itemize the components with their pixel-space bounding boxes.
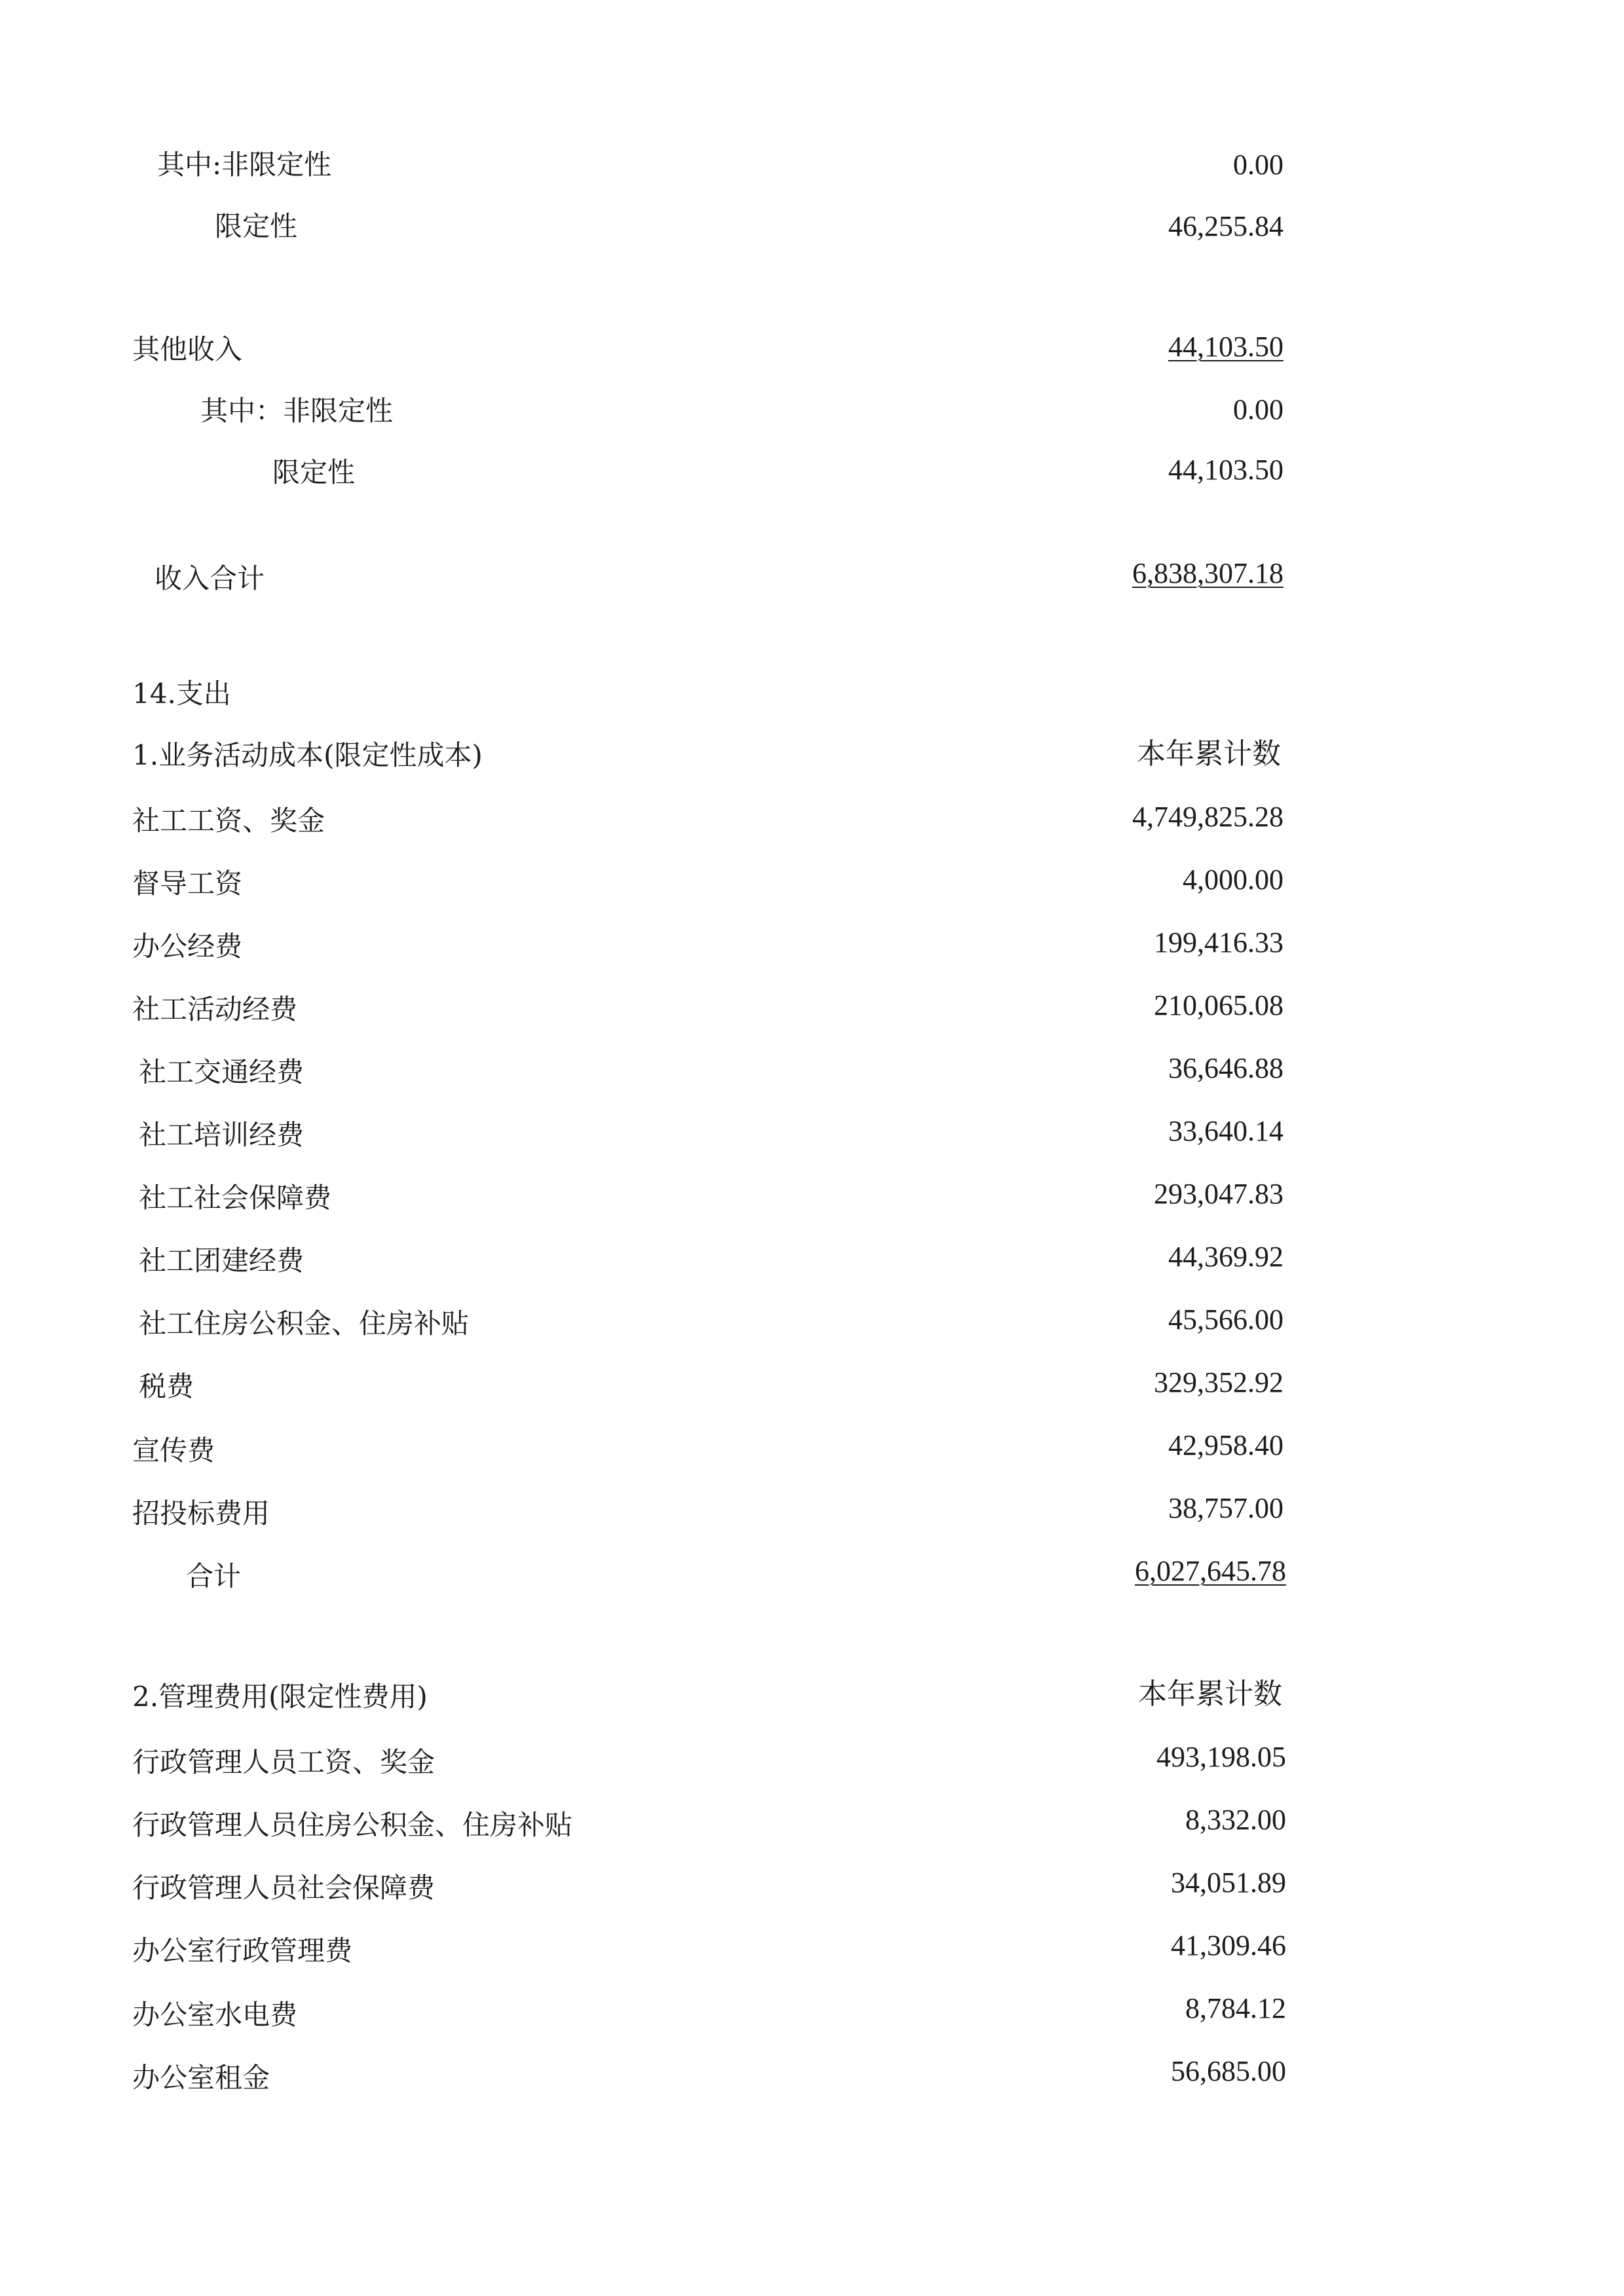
list-item-value: 8,332.00 <box>1185 1804 1286 1836</box>
list-item-value: 34,051.89 <box>1171 1867 1286 1899</box>
list-item-value: 38,757.00 <box>1168 1492 1283 1524</box>
other-income-unrestricted-label: 其中：非限定性 <box>200 395 394 427</box>
list-item-value: 56,685.00 <box>1171 2055 1286 2087</box>
list-item-label: 税费 <box>139 1370 194 1402</box>
list-item-value: 36,646.88 <box>1168 1052 1283 1084</box>
list-item-value: 44,369.92 <box>1168 1241 1283 1273</box>
restricted-breakdown-restricted-label: 限定性 <box>215 210 298 242</box>
business-cost-title: 1.业务活动成本(限定性成本) <box>132 739 483 771</box>
list-item-label: 办公经费 <box>132 930 243 962</box>
other-income-value: 44,103.50 <box>1168 331 1283 363</box>
list-item-value: 4,749,825.28 <box>1132 801 1283 833</box>
business-cost-total-label: 合计 <box>186 1560 242 1592</box>
list-item-label: 办公室租金 <box>132 2062 270 2094</box>
list-item-label: 社工住房公积金、住房补贴 <box>139 1307 470 1339</box>
other-income-restricted-label: 限定性 <box>272 456 356 488</box>
list-item-value: 493,198.05 <box>1156 1741 1286 1773</box>
list-item-value: 329,352.92 <box>1154 1366 1283 1398</box>
list-item-label: 督导工资 <box>132 867 243 900</box>
list-item-value: 33,640.14 <box>1168 1115 1283 1147</box>
list-item-label: 社工活动经费 <box>132 993 298 1025</box>
admin-cost-column-header: 本年累计数 <box>1138 1678 1282 1710</box>
income-total-label: 收入合计 <box>155 562 265 594</box>
list-item-label: 社工培训经费 <box>139 1119 304 1151</box>
list-item-label: 社工工资、奖金 <box>132 805 325 837</box>
list-item-value: 41,309.46 <box>1171 1929 1286 1961</box>
list-item-label: 行政管理人员工资、奖金 <box>132 1746 435 1778</box>
expense-section-heading: 14.支出 <box>132 678 231 710</box>
other-income-label: 其他收入 <box>132 333 243 365</box>
other-income-unrestricted-value: 0.00 <box>1233 393 1283 426</box>
business-cost-column-header: 本年累计数 <box>1137 738 1281 770</box>
list-item-value: 8,784.12 <box>1185 1992 1286 2024</box>
list-item-label: 宣传费 <box>132 1434 215 1467</box>
list-item-value: 4,000.00 <box>1183 864 1283 896</box>
list-item-label: 行政管理人员社会保障费 <box>132 1872 435 1904</box>
list-item-label: 社工社会保障费 <box>139 1182 332 1214</box>
other-income-restricted-value: 44,103.50 <box>1168 454 1283 486</box>
admin-cost-title: 2.管理费用(限定性费用) <box>132 1681 428 1713</box>
list-item-label: 招投标费用 <box>132 1497 270 1529</box>
list-item-label: 行政管理人员住房公积金、住房补贴 <box>132 1809 573 1841</box>
list-item-label: 办公室行政管理费 <box>132 1935 353 1967</box>
business-cost-total-value: 6,027,645.78 <box>1135 1555 1286 1587</box>
list-item-value: 199,416.33 <box>1154 926 1283 958</box>
list-item-label: 社工交通经费 <box>139 1056 304 1088</box>
income-total-value: 6,838,307.18 <box>1132 557 1283 589</box>
restricted-breakdown-unrestricted-value: 0.00 <box>1233 149 1283 181</box>
restricted-breakdown-restricted-value: 46,255.84 <box>1168 210 1283 242</box>
list-item-value: 210,065.08 <box>1154 989 1283 1021</box>
restricted-breakdown-unrestricted-label: 其中:非限定性 <box>157 149 332 181</box>
list-item-label: 社工团建经费 <box>139 1245 304 1277</box>
list-item-value: 45,566.00 <box>1168 1303 1283 1336</box>
list-item-value: 42,958.40 <box>1168 1429 1283 1461</box>
list-item-value: 293,047.83 <box>1154 1178 1283 1210</box>
list-item-label: 办公室水电费 <box>132 1999 298 2031</box>
